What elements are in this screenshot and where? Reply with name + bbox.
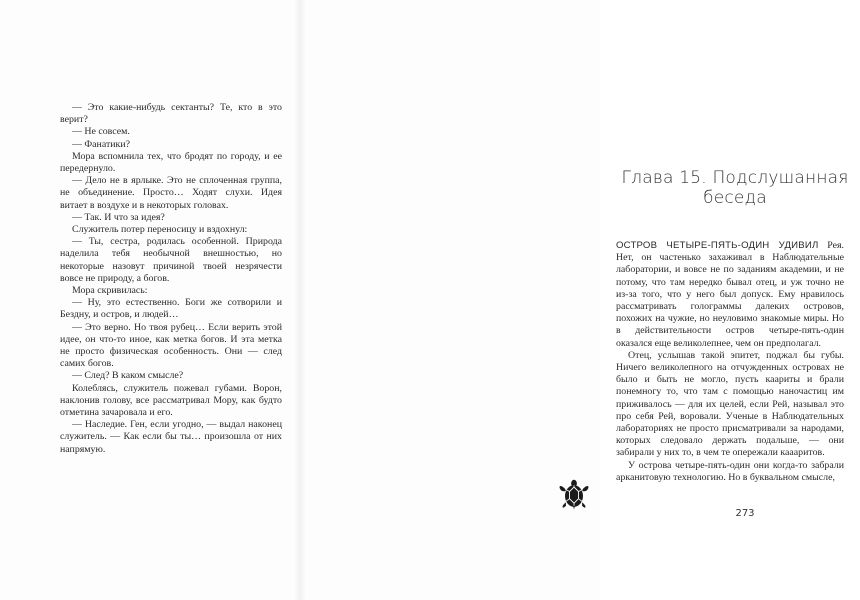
dialogue-paragraph: — Дело не в ярлыке. Это не сплоченная группа, не объединение. Просто… Ходят слухи. Идея витает в воздухе и в некоторых головах. bbox=[60, 175, 282, 211]
dialogue-paragraph: — Ну, это естественно. Боги же сотворили и Бездну, и остров, и людей… bbox=[60, 297, 282, 321]
opening-smallcaps: ОСТРОВ ЧЕТЫРЕ-ПЯТЬ-ОДИН УДИВИЛ bbox=[616, 240, 819, 251]
sea-turtle-icon bbox=[556, 478, 592, 514]
opening-paragraph bbox=[616, 240, 844, 350]
dialogue-paragraph: — Ты, сестра, родилась особенной. Природа наделила тебя необычной внешностью, но некоторые назовут причиной твоей незрячести вовсе не природу, а богов. bbox=[60, 236, 282, 284]
dialogue-paragraph: — Так. И что за идея? bbox=[72, 211, 165, 223]
dialogue-paragraph: — Не совсем. bbox=[72, 126, 130, 138]
dialogue-paragraph: — След? В каком смысле? bbox=[72, 370, 184, 382]
dialogue-paragraph: Служитель потер переносицу и вздохнул: bbox=[72, 224, 248, 236]
right-page-text bbox=[616, 240, 844, 484]
dialogue-paragraph: Мора скривилась: bbox=[72, 285, 148, 297]
left-page-text bbox=[60, 102, 282, 456]
dialogue-paragraph: — Фанатики? bbox=[72, 138, 131, 150]
chapter-title: Глава 15. Подслушанная беседа bbox=[621, 168, 849, 208]
opening-rest: Рея. Нет, он частенько захаживал в Наблюдательные лаборатории, и вовсе не по заданиям академии, и не потому, что там нередко бывал отец, и уж точно не из-за того, что у него был допуск. Ему нравилось рассматривать голограммы далеких островов, похожих на чужие, но неуловимо знакомые миры. Но в действительности остров четыре-пять-один оказался еще великолепнее, чем он предполагал. bbox=[616, 240, 844, 349]
paragraph: У острова четыре-пять-один они когда-то забрали арканитовую технологию. Но в буквальном смысле, bbox=[616, 459, 844, 483]
dialogue-paragraph: Колеблясь, служитель пожевал губами. Ворон, наклонив голову, все рассматривал Мору, как будто отметина зачаровала и его. bbox=[60, 382, 282, 419]
dialogue-paragraph: — Это верно. Но твоя рубец… Если верить этой идее, он что-то иное, как метка богов. И эта метка не просто физическая особенность. Они — след самих богов. bbox=[60, 321, 282, 370]
dialogue-paragraph: Мора вспомнила тех, что бродят по городу, и ее передернуло. bbox=[60, 150, 282, 175]
left-page bbox=[0, 0, 300, 600]
dialogue-paragraph: — Наследие. Ген, если угодно, — выдал наконец служитель. — Как если бы ты… произошла от них напрямую. bbox=[60, 419, 282, 455]
dialogue-paragraph: — Это какие-нибудь сектанты? Те, кто в это верит? bbox=[60, 102, 282, 126]
right-page bbox=[300, 0, 849, 600]
paragraph: Отец, услышав такой эпитет, поджал бы губы. Ничего великолепного на отчужденных островах не было и быть не могло, пусть каариты и брали понемногу то, что там с помощью наночастиц им приживалось — для их целей, если Рей, называл это про себя Рей, воровали. Ученые в Наблюдательных лабораториях не просто присматривали за народами, которых следовало держать подальше, — они забирали у них то, в чем те опережали каааритов. bbox=[616, 349, 844, 459]
page-number: 273 bbox=[735, 508, 755, 519]
